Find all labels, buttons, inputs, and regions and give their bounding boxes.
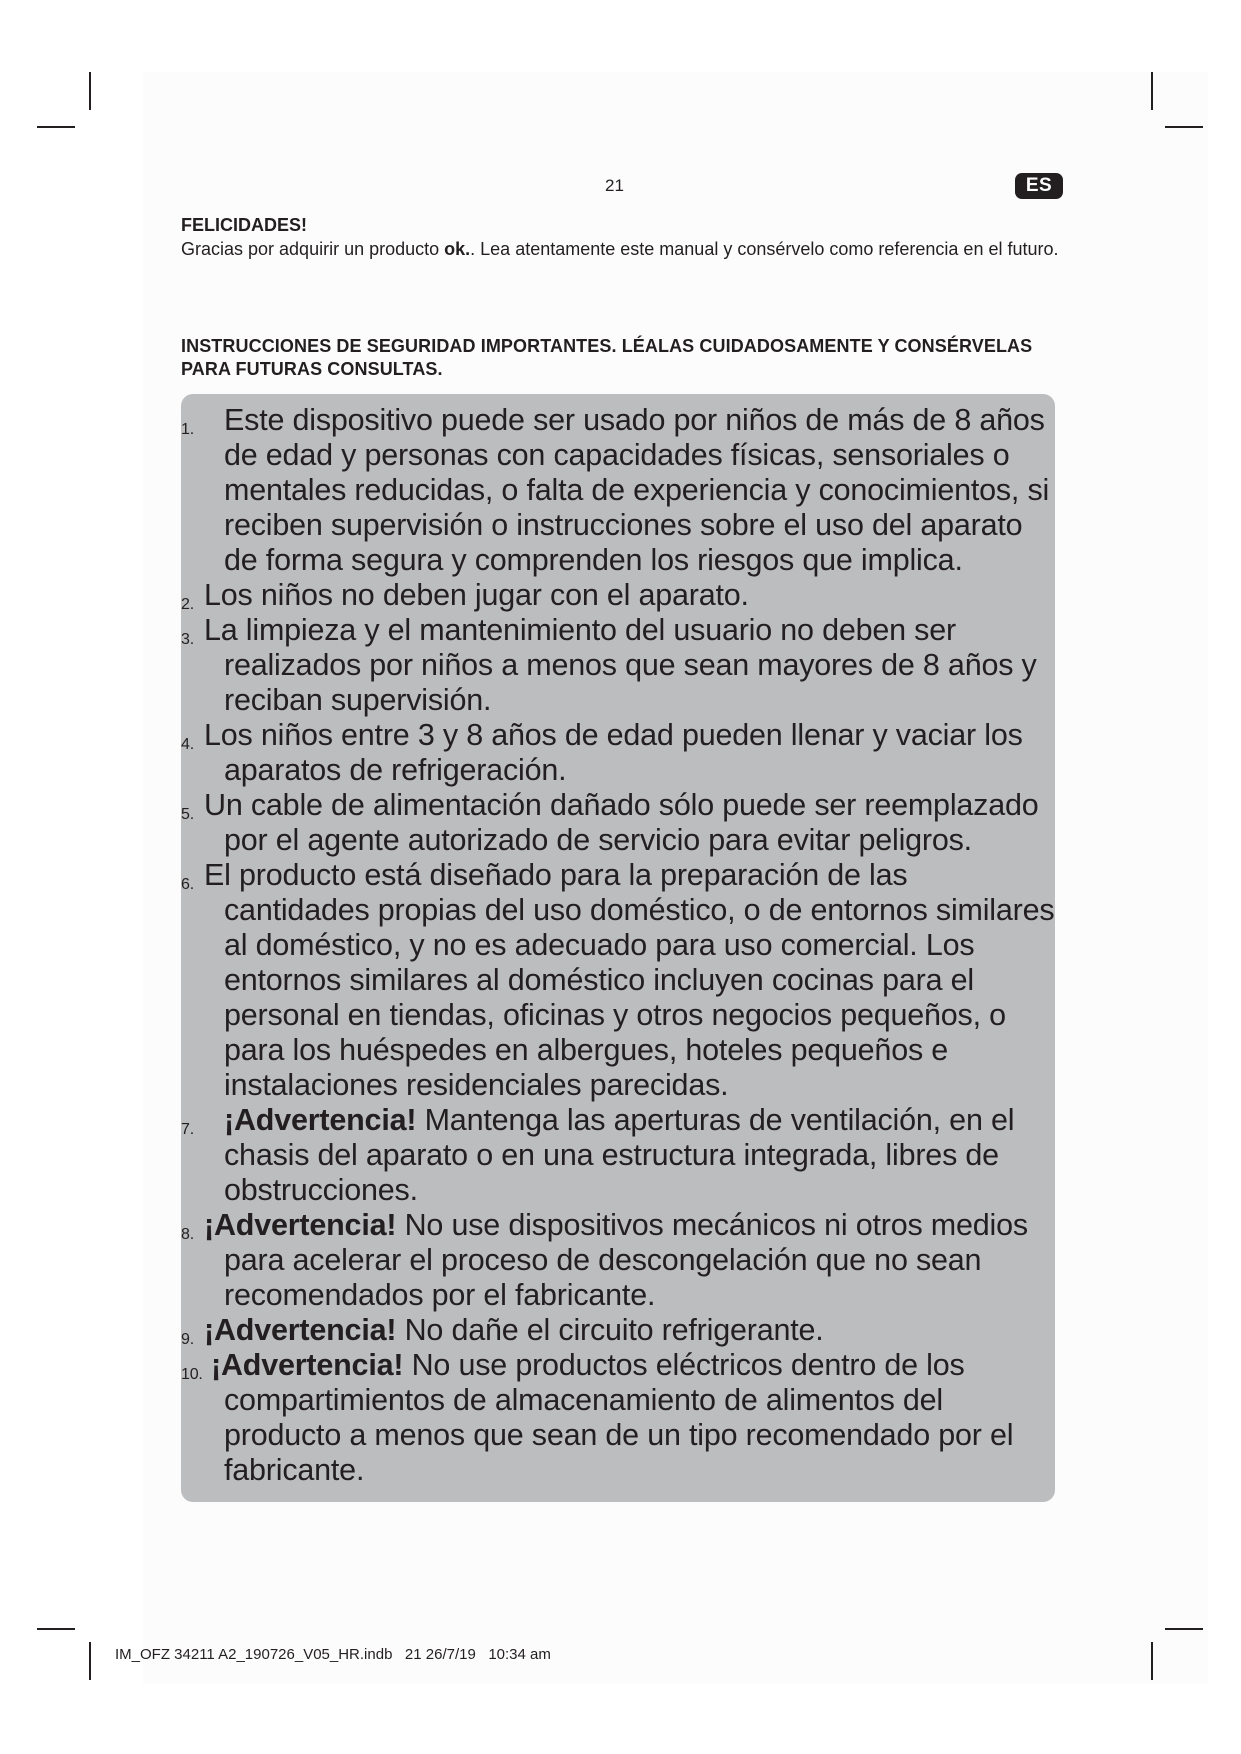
item-number: 5.	[181, 806, 194, 823]
intro-section	[181, 213, 1061, 261]
item-number: 4.	[181, 736, 194, 753]
item-number: 3.	[181, 631, 194, 648]
safety-instructions-list	[181, 403, 1061, 1488]
list-item	[181, 1313, 1061, 1348]
list-item	[181, 1208, 1061, 1313]
warning-label: ¡Advertencia!	[224, 1103, 417, 1137]
intro-text-after: . Lea atentamente este manual y consérvelo como referencia en el futuro.	[470, 239, 1059, 259]
crop-mark	[1151, 1642, 1153, 1680]
warning-label: ¡Advertencia!	[211, 1348, 404, 1382]
item-text: No use productos eléctricos dentro de los compartimientos de almacenamiento de alimentos del producto a menos que sean de un tipo recomendado por el fabricante.	[224, 1348, 1014, 1487]
item-text: Mantenga las aperturas de ventilación, en el chasis del aparato o en una estructura integrada, libres de obstrucciones.	[224, 1103, 1015, 1207]
crop-mark	[1165, 126, 1203, 128]
crop-mark	[89, 1642, 91, 1680]
crop-mark	[37, 126, 75, 128]
list-item	[181, 1348, 1061, 1488]
item-text: El producto está diseñado para la preparación de las cantidades propias del uso doméstico, o de entornos similares al doméstico, y no es adecuado para uso comercial. Los entornos similares al doméstico incluyen cocinas para el personal en tiendas, oficinas y otros negocios pequeños, o para los huéspedes en albergues, hoteles pequeños e instalaciones residenciales parecidas.	[204, 858, 1055, 1102]
item-text: No dañe el circuito refrigerante.	[396, 1313, 824, 1347]
item-text: Los niños entre 3 y 8 años de edad pueden llenar y vaciar los aparatos de refrigeración.	[204, 718, 1023, 787]
item-text: Un cable de alimentación dañado sólo puede ser reemplazado por el agente autorizado de servicio para evitar peligros.	[204, 788, 1039, 857]
item-text: Los niños no deben jugar con el aparato.	[204, 578, 749, 612]
crop-mark	[1151, 72, 1153, 110]
crop-mark	[89, 72, 91, 110]
item-number: 9.	[181, 1331, 194, 1348]
item-number: 1.	[181, 421, 194, 438]
item-number: 2.	[181, 596, 194, 613]
list-item	[181, 718, 1061, 788]
item-number: 7.	[181, 1121, 194, 1138]
page-number: 21	[605, 176, 624, 195]
list-item	[181, 613, 1061, 718]
list-item	[181, 788, 1061, 858]
item-text: Este dispositivo puede ser usado por niños de más de 8 años de edad y personas con capacidades físicas, sensoriales o mentales reducidas, o falta de experiencia y conocimientos, si reciben supervisión o instrucciones sobre el uso del aparato de forma segura y comprenden los riesgos que implica.	[224, 403, 1050, 577]
brand-name: ok.	[444, 239, 471, 259]
print-file-info: IM_OFZ 34211 A2_190726_V05_HR.indb 21 26/7/19 10:34 am	[115, 1646, 551, 1663]
list-item	[181, 858, 1061, 1103]
intro-title: FELICIDADES!	[181, 215, 307, 235]
item-number: 8.	[181, 1226, 194, 1243]
crop-mark	[37, 1628, 75, 1630]
list-item	[181, 1103, 1061, 1208]
intro-text-before: Gracias por adquirir un producto	[181, 239, 445, 259]
warning-label: ¡Advertencia!	[204, 1313, 397, 1347]
item-text: La limpieza y el mantenimiento del usuario no deben ser realizados por niños a menos que sean mayores de 8 años y reciban supervisión.	[204, 613, 1037, 717]
item-number: 6.	[181, 876, 194, 893]
list-item	[181, 403, 1061, 578]
safety-title: INSTRUCCIONES DE SEGURIDAD IMPORTANTES. LÉALAS CUIDADOSAMENTE Y CONSÉRVELAS PARA FUTURAS CONSULTAS.	[181, 336, 1033, 379]
list-item	[181, 578, 1061, 613]
item-text: No use dispositivos mecánicos ni otros medios para acelerar el proceso de descongelación que no sean recomendados por el fabricante.	[224, 1208, 1028, 1312]
item-number: 10.	[181, 1366, 203, 1383]
warning-label: ¡Advertencia!	[204, 1208, 397, 1242]
language-badge: ES	[1015, 173, 1063, 199]
crop-mark	[1165, 1628, 1203, 1630]
